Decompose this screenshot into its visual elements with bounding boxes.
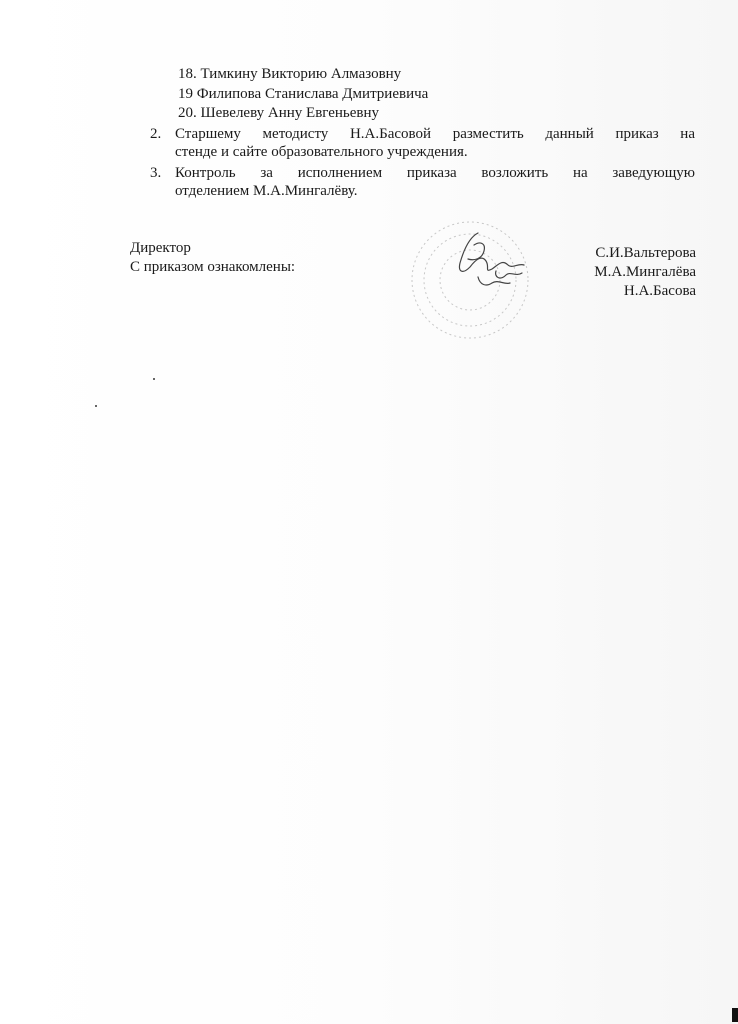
point-3-line-1: Контроль за исполнением приказа возложить на заведующую <box>175 165 695 181</box>
point-2-line-1: Старшему методисту Н.А.Басовой разместить данный приказ на <box>175 126 695 142</box>
scan-speck <box>95 405 97 407</box>
stamp-and-signature <box>400 215 550 345</box>
list-item-18: 18. Тимкину Викторию Алмазовну <box>178 66 402 82</box>
list-item-20: 20. Шевелеву Анну Евгеньевну <box>178 105 380 121</box>
signatory-name-2: М.А.Мингалёва <box>594 264 696 280</box>
signatory-name-3: Н.А.Басова <box>623 283 696 299</box>
acquainted-label: С приказом ознакомлены: <box>130 259 296 275</box>
director-label: Директор <box>130 240 191 256</box>
scan-edge-mark <box>732 1008 738 1022</box>
point-2-number: 2. <box>150 126 162 142</box>
point-3-text <box>175 164 695 200</box>
signature-names <box>594 244 696 301</box>
point-3-line-2: отделением М.А.Мингалёву. <box>175 183 358 199</box>
scan-speck <box>153 378 155 380</box>
signatory-name-1: С.И.Вальтерова <box>595 245 696 261</box>
point-3-number: 3. <box>150 165 162 181</box>
point-2-text <box>175 125 695 161</box>
list-item-19: 19 Филипова Станислава Дмитриевича <box>178 86 429 102</box>
point-2-line-2: стенде и сайте образовательного учреждения. <box>175 144 468 160</box>
